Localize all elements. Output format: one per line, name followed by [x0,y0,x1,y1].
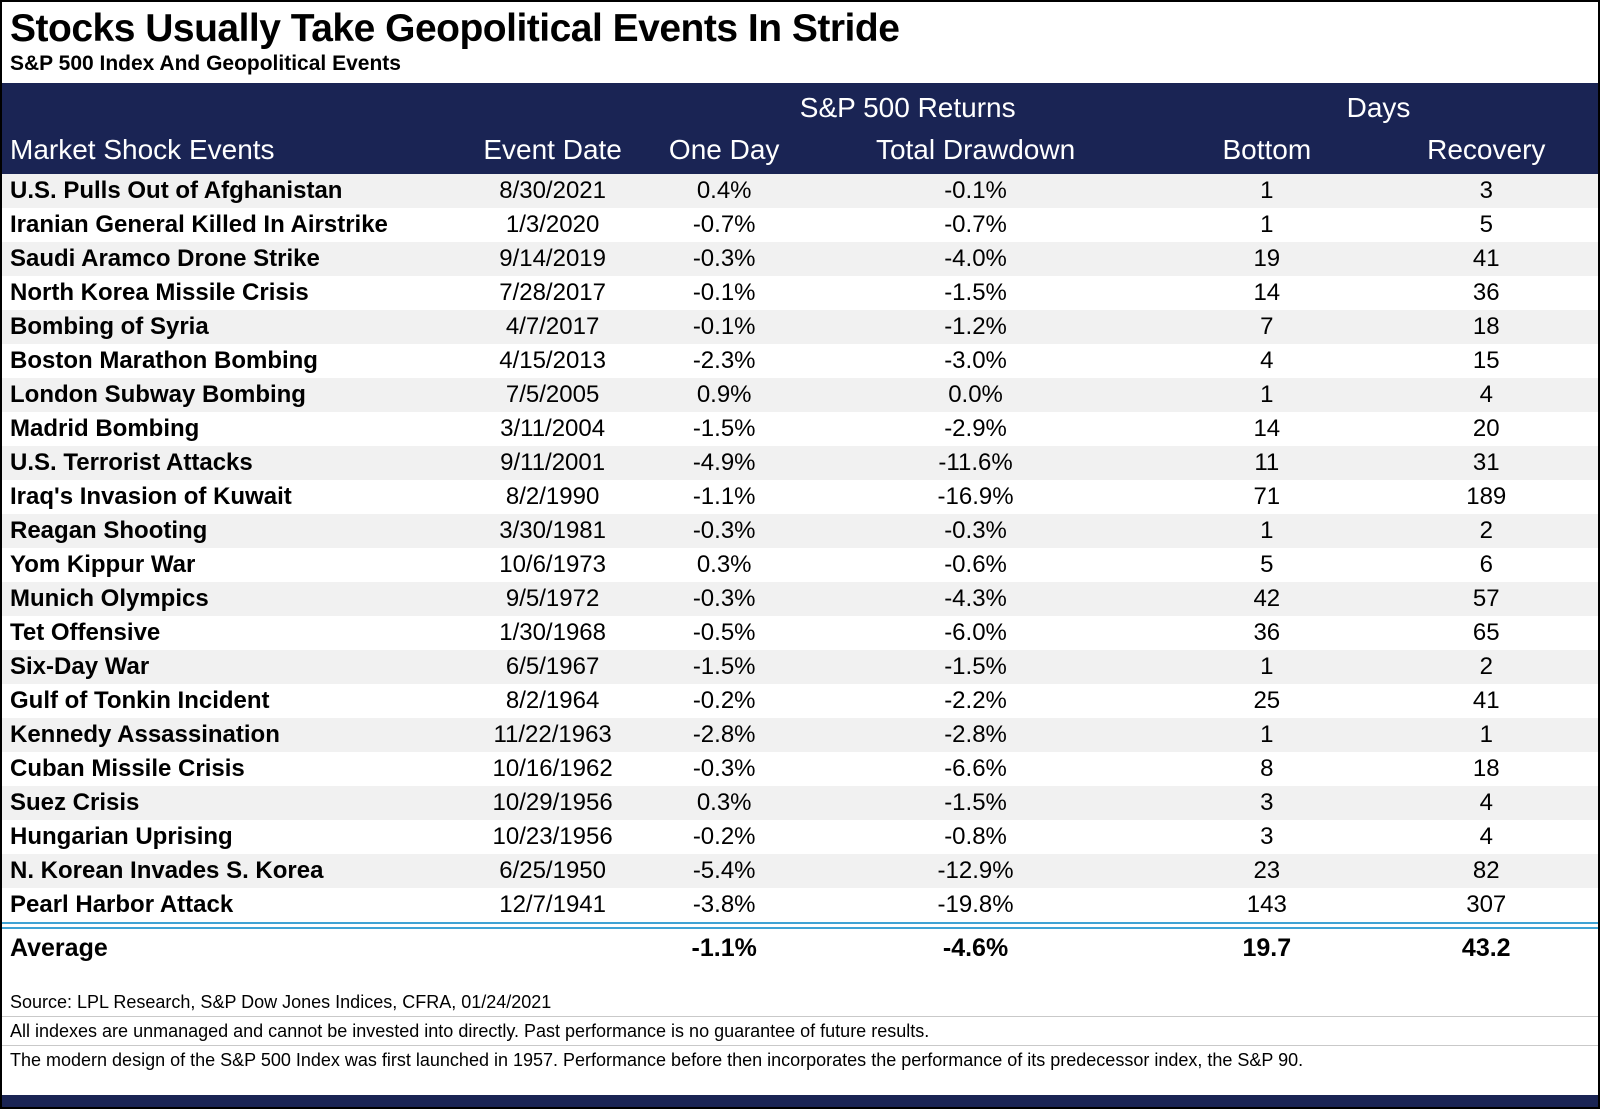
table-row [2,718,1598,752]
group-header-days: Days [1159,83,1598,129]
recovery-days-cell: 36 [1472,279,1500,306]
average-section [2,926,1598,968]
source-note: Source: LPL Research, S&P Dow Jones Indices, CFRA, 01/24/2021 [10,992,552,1012]
one-day-cell: -5.4% [692,857,756,884]
total-drawdown-cell: -12.9% [937,857,1014,884]
event-date-cell: 1/3/2020 [505,211,600,238]
event-name-cell: Hungarian Uprising [10,823,233,850]
bottom-days-cell: 1 [1260,721,1274,748]
event-date-cell: 3/30/1981 [499,517,606,544]
one-day-cell: -0.3% [692,245,756,272]
column-header-recovery: Recovery [1375,129,1598,174]
table-row [2,276,1598,310]
table-row [2,582,1598,616]
one-day-cell: -0.5% [692,619,756,646]
bottom-accent-bar [2,1095,1598,1107]
bottom-days-cell: 36 [1253,619,1281,646]
total-drawdown-cell: -0.7% [944,211,1007,238]
column-header-bottom: Bottom [1159,129,1374,174]
table-row [2,786,1598,820]
table-row [2,888,1598,926]
recovery-days-cell: 15 [1472,347,1500,374]
one-day-cell: 0.3% [696,789,752,816]
bottom-days-cell: 4 [1260,347,1274,374]
bottom-days-cell: 1 [1260,517,1274,544]
event-date-cell: 8/30/2021 [499,177,606,204]
event-date-cell: 4/7/2017 [505,313,600,340]
table-row [2,548,1598,582]
total-drawdown-cell: -2.9% [944,415,1007,442]
one-day-cell: -0.1% [692,313,756,340]
total-drawdown-cell: -6.0% [944,619,1007,646]
event-date-cell: 10/16/1962 [492,755,613,782]
total-drawdown-cell: -2.8% [944,721,1007,748]
recovery-days-cell: 31 [1472,449,1500,476]
event-name-cell: U.S. Terrorist Attacks [10,449,253,476]
average-recovery: 43.2 [1375,926,1598,968]
table-row [2,650,1598,684]
event-name-cell: Pearl Harbor Attack [10,891,234,918]
bottom-days-cell: 19 [1253,245,1281,272]
event-date-cell: 9/14/2019 [499,245,606,272]
bottom-days-cell: 71 [1253,483,1281,510]
total-drawdown-cell: -6.6% [944,755,1007,782]
page-subtitle: S&P 500 Index And Geopolitical Events [10,52,401,75]
event-name-cell: Boston Marathon Bombing [10,347,318,374]
event-name-cell: Madrid Bombing [10,415,200,442]
event-name-cell: Saudi Aramco Drone Strike [10,245,320,272]
table-header [2,83,1598,174]
event-name-cell: Suez Crisis [10,789,140,816]
one-day-cell: -0.7% [692,211,756,238]
one-day-cell: -0.3% [692,517,756,544]
one-day-cell: -4.9% [692,449,756,476]
recovery-days-cell: 3 [1479,177,1493,204]
total-drawdown-cell: -0.8% [944,823,1007,850]
page-title: Stocks Usually Take Geopolitical Events In Stride [10,7,900,50]
average-event-date-cell [449,926,656,968]
column-header-events: Market Shock Events [2,129,449,174]
total-drawdown-cell: -0.1% [944,177,1007,204]
bottom-days-cell: 1 [1260,381,1274,408]
recovery-days-cell: 4 [1479,823,1493,850]
total-drawdown-cell: -4.0% [944,245,1007,272]
bottom-days-cell: 1 [1260,653,1274,680]
bottom-days-cell: 143 [1246,891,1287,918]
bottom-days-cell: 42 [1253,585,1281,612]
event-name-cell: Cuban Missile Crisis [10,755,245,782]
recovery-days-cell: 57 [1472,585,1500,612]
event-name-cell: Yom Kippur War [10,551,196,578]
table-row [2,480,1598,514]
table-row [2,446,1598,480]
recovery-days-cell: 5 [1479,211,1493,238]
bottom-days-cell: 5 [1260,551,1274,578]
average-one-day: -1.1% [656,926,792,968]
recovery-days-cell: 20 [1472,415,1500,442]
table-row [2,412,1598,446]
event-date-cell: 12/7/1941 [499,891,606,918]
recovery-days-cell: 189 [1466,483,1507,510]
table-row [2,514,1598,548]
group-header-spacer [2,83,656,129]
bottom-days-cell: 3 [1260,823,1274,850]
recovery-days-cell: 41 [1472,245,1500,272]
total-drawdown-cell: -4.3% [944,585,1007,612]
table-row [2,684,1598,718]
bottom-days-cell: 14 [1253,415,1281,442]
event-date-cell: 7/28/2017 [499,279,606,306]
table-row [2,752,1598,786]
average-row [2,926,1598,968]
event-date-cell: 1/30/1968 [499,619,606,646]
one-day-cell: -0.2% [692,823,756,850]
recovery-days-cell: 2 [1479,653,1493,680]
recovery-days-cell: 18 [1472,313,1500,340]
group-header-row [2,83,1598,129]
total-drawdown-cell: -3.0% [944,347,1007,374]
column-header-one-day: One Day [656,129,792,174]
event-name-cell: London Subway Bombing [10,381,306,408]
recovery-days-cell: 307 [1466,891,1507,918]
bottom-days-cell: 11 [1254,449,1280,476]
event-date-cell: 6/5/1967 [505,653,600,680]
average-total-drawdown: -4.6% [792,926,1159,968]
table-row [2,242,1598,276]
table-row [2,854,1598,888]
recovery-days-cell: 4 [1479,789,1493,816]
average-label: Average [2,926,449,968]
average-bottom: 19.7 [1159,926,1374,968]
one-day-cell: -2.8% [692,721,756,748]
recovery-days-cell: 82 [1472,857,1500,884]
bottom-days-cell: 3 [1260,789,1274,816]
event-name-cell: Bombing of Syria [10,313,209,340]
total-drawdown-cell: -1.2% [944,313,1007,340]
event-name-cell: Kennedy Assassination [10,721,280,748]
one-day-cell: -0.3% [692,755,756,782]
total-drawdown-cell: -1.5% [944,279,1007,306]
event-date-cell: 9/11/2001 [500,449,606,476]
bottom-days-cell: 23 [1253,857,1281,884]
one-day-cell: -1.5% [692,653,756,680]
event-date-cell: 10/29/1956 [492,789,613,816]
event-date-cell: 3/11/2004 [500,415,606,442]
one-day-cell: -0.1% [692,279,756,306]
table-row [2,344,1598,378]
recovery-days-cell: 4 [1479,381,1493,408]
one-day-cell: -1.1% [692,483,756,510]
table-row [2,378,1598,412]
total-drawdown-cell: -19.8% [937,891,1014,918]
footer [2,988,1598,1074]
event-name-cell: N. Korean Invades S. Korea [10,857,324,884]
bottom-days-cell: 8 [1260,755,1274,782]
event-name-cell: U.S. Pulls Out of Afghanistan [10,177,343,204]
event-date-cell: 6/25/1950 [499,857,606,884]
total-drawdown-cell: -16.9% [937,483,1014,510]
bottom-days-cell: 7 [1260,313,1274,340]
table-row [2,820,1598,854]
event-date-cell: 4/15/2013 [499,347,606,374]
event-name-cell: Gulf of Tonkin Incident [10,687,270,714]
total-drawdown-cell: -11.6% [938,449,1013,476]
table-row [2,616,1598,650]
total-drawdown-cell: -2.2% [944,687,1007,714]
bottom-days-cell: 14 [1253,279,1281,306]
event-name-cell: Iranian General Killed In Airstrike [10,211,388,238]
one-day-cell: 0.4% [696,177,752,204]
column-header-total-drawdown: Total Drawdown [792,129,1159,174]
recovery-days-cell: 2 [1479,517,1493,544]
event-date-cell: 8/2/1964 [505,687,600,714]
one-day-cell: -1.5% [692,415,756,442]
event-name-cell: Iraq's Invasion of Kuwait [10,483,292,510]
total-drawdown-cell: -1.5% [944,653,1007,680]
one-day-cell: -3.8% [692,891,756,918]
recovery-days-cell: 6 [1479,551,1493,578]
table-row [2,208,1598,242]
recovery-days-cell: 18 [1472,755,1500,782]
event-name-cell: North Korea Missile Crisis [10,279,309,306]
one-day-cell: -2.3% [692,347,756,374]
event-date-cell: 9/5/1972 [505,585,600,612]
total-drawdown-cell: -1.5% [944,789,1007,816]
recovery-days-cell: 41 [1472,687,1500,714]
one-day-cell: 0.9% [696,381,752,408]
bottom-days-cell: 1 [1260,211,1274,238]
event-name-cell: Six-Day War [10,653,150,680]
event-date-cell: 10/23/1956 [492,823,613,850]
table-body [2,174,1598,926]
table-row [2,174,1598,208]
disclaimer-sp500-history: The modern design of the S&P 500 Index was first launched in 1957. Performance before then incorporates the performance of its predecessor index, the S&P 90. [2,1045,1598,1074]
total-drawdown-cell: -0.6% [944,551,1007,578]
bottom-days-cell: 25 [1253,687,1281,714]
events-table [2,83,1598,967]
column-header-row [2,129,1598,174]
event-name-cell: Reagan Shooting [10,517,208,544]
event-date-cell: 8/2/1990 [505,483,600,510]
bottom-days-cell: 1 [1260,177,1274,204]
one-day-cell: 0.3% [696,551,752,578]
recovery-days-cell: 65 [1472,619,1500,646]
group-header-returns: S&P 500 Returns [656,83,1159,129]
total-drawdown-cell: 0.0% [948,381,1003,408]
one-day-cell: -0.3% [692,585,756,612]
event-name-cell: Tet Offensive [10,619,161,646]
one-day-cell: -0.2% [692,687,756,714]
event-name-cell: Munich Olympics [10,585,209,612]
event-date-cell: 7/5/2005 [505,381,600,408]
table-row [2,310,1598,344]
column-header-event-date: Event Date [449,129,656,174]
event-date-cell: 10/6/1973 [499,551,606,578]
recovery-days-cell: 1 [1479,721,1493,748]
total-drawdown-cell: -0.3% [944,517,1007,544]
disclaimer-indexes: All indexes are unmanaged and cannot be invested into directly. Past performance is no guarantee of future results. [2,1016,1598,1045]
event-date-cell: 11/22/1963 [493,721,612,748]
